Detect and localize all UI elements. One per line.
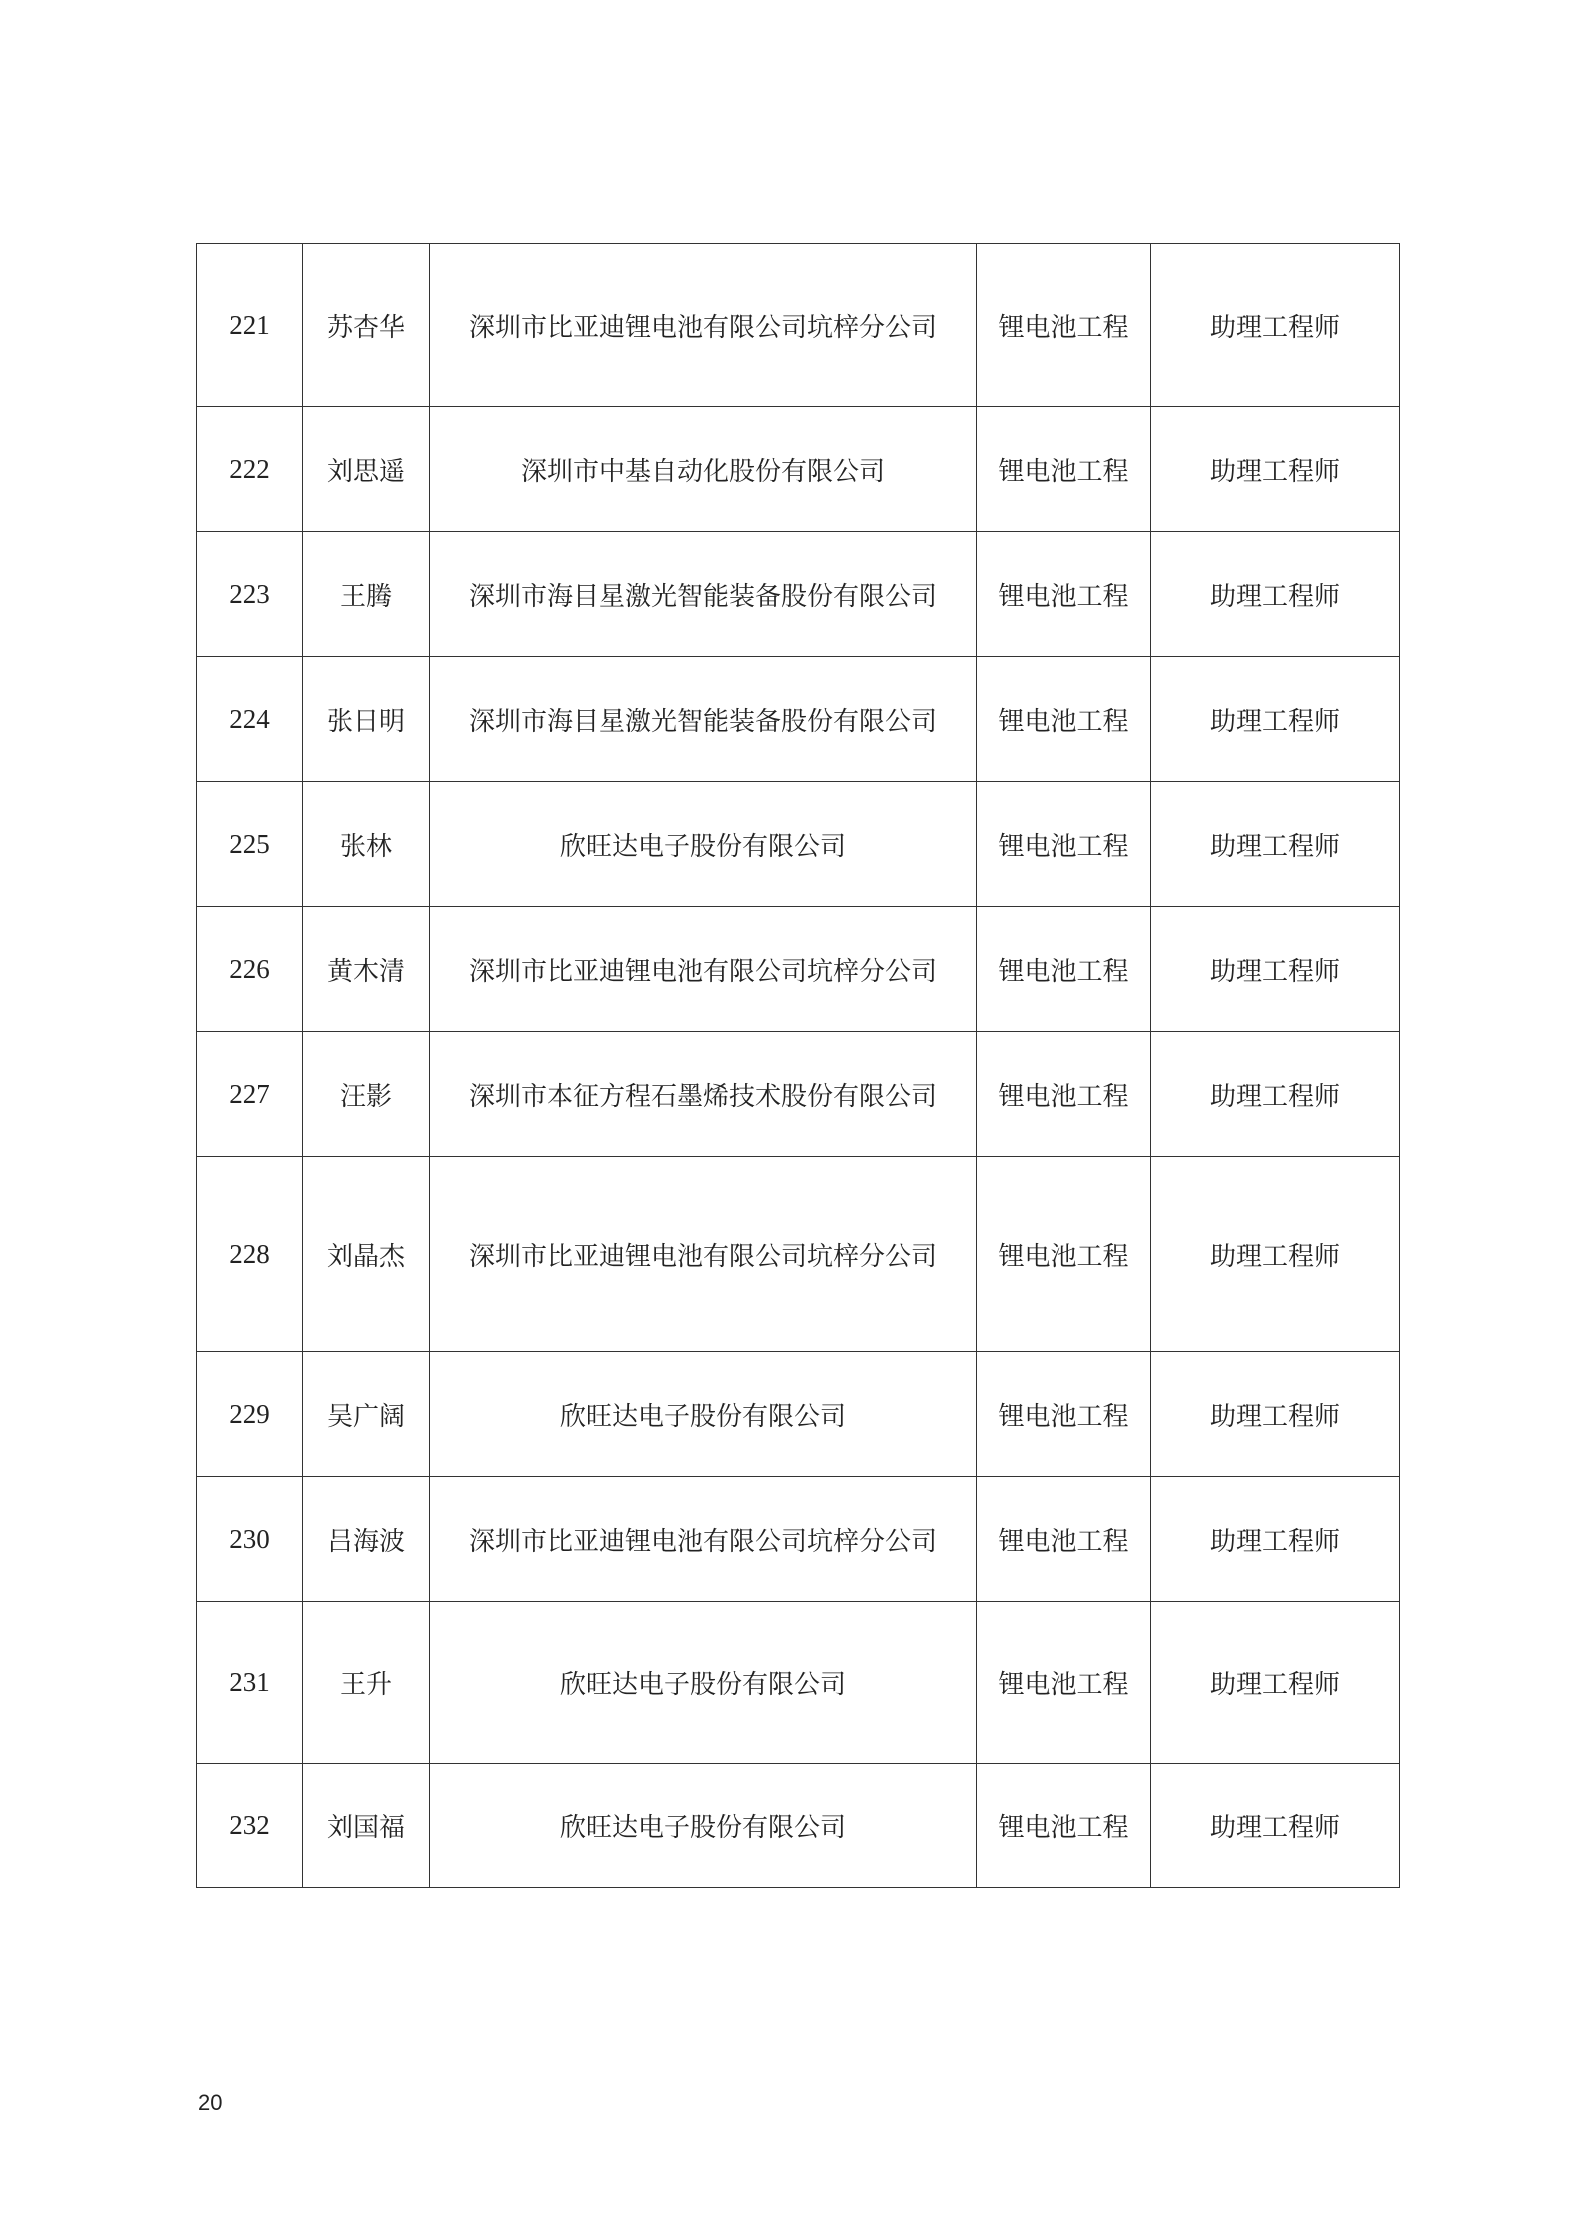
qualification-title: 助理工程师 — [1151, 532, 1400, 657]
qualification-title: 助理工程师 — [1151, 1352, 1400, 1477]
specialty: 锂电池工程 — [977, 1477, 1151, 1602]
person-name: 刘国福 — [303, 1764, 430, 1888]
table-row — [197, 782, 1400, 907]
qualification-title: 助理工程师 — [1151, 1157, 1400, 1352]
person-name: 刘晶杰 — [303, 1157, 430, 1352]
person-name: 张日明 — [303, 657, 430, 782]
specialty: 锂电池工程 — [977, 1352, 1151, 1477]
row-number: 228 — [197, 1157, 303, 1352]
table-row — [197, 1602, 1400, 1764]
company-name: 欣旺达电子股份有限公司 — [430, 782, 977, 907]
row-number: 223 — [197, 532, 303, 657]
specialty: 锂电池工程 — [977, 244, 1151, 407]
company-name: 欣旺达电子股份有限公司 — [430, 1352, 977, 1477]
table-row — [197, 407, 1400, 532]
company-name: 深圳市比亚迪锂电池有限公司坑梓分公司 — [430, 1157, 977, 1352]
table-row — [197, 1352, 1400, 1477]
specialty: 锂电池工程 — [977, 1602, 1151, 1764]
table-row — [197, 532, 1400, 657]
person-name: 张林 — [303, 782, 430, 907]
table-row — [197, 1157, 1400, 1352]
qualification-title: 助理工程师 — [1151, 782, 1400, 907]
row-number: 229 — [197, 1352, 303, 1477]
person-name: 汪影 — [303, 1032, 430, 1157]
person-name: 苏杏华 — [303, 244, 430, 407]
qualification-title: 助理工程师 — [1151, 1764, 1400, 1888]
qualification-title: 助理工程师 — [1151, 907, 1400, 1032]
qualification-title: 助理工程师 — [1151, 657, 1400, 782]
qualification-title: 助理工程师 — [1151, 1032, 1400, 1157]
table-row — [197, 907, 1400, 1032]
person-name: 刘思遥 — [303, 407, 430, 532]
company-name: 深圳市海目星激光智能装备股份有限公司 — [430, 657, 977, 782]
row-number: 222 — [197, 407, 303, 532]
person-name: 吴广阔 — [303, 1352, 430, 1477]
company-name: 深圳市本征方程石墨烯技术股份有限公司 — [430, 1032, 977, 1157]
specialty: 锂电池工程 — [977, 657, 1151, 782]
row-number: 224 — [197, 657, 303, 782]
row-number: 226 — [197, 907, 303, 1032]
company-name: 深圳市比亚迪锂电池有限公司坑梓分公司 — [430, 907, 977, 1032]
specialty: 锂电池工程 — [977, 1157, 1151, 1352]
specialty: 锂电池工程 — [977, 907, 1151, 1032]
table-row — [197, 1477, 1400, 1602]
qualification-title: 助理工程师 — [1151, 244, 1400, 407]
row-number: 227 — [197, 1032, 303, 1157]
specialty: 锂电池工程 — [977, 1764, 1151, 1888]
specialty: 锂电池工程 — [977, 782, 1151, 907]
company-name: 深圳市中基自动化股份有限公司 — [430, 407, 977, 532]
company-name: 深圳市比亚迪锂电池有限公司坑梓分公司 — [430, 1477, 977, 1602]
row-number: 231 — [197, 1602, 303, 1764]
person-name: 吕海波 — [303, 1477, 430, 1602]
qualification-title: 助理工程师 — [1151, 407, 1400, 532]
person-name: 黄木清 — [303, 907, 430, 1032]
company-name: 深圳市海目星激光智能装备股份有限公司 — [430, 532, 977, 657]
company-name: 深圳市比亚迪锂电池有限公司坑梓分公司 — [430, 244, 977, 407]
table-row — [197, 244, 1400, 407]
person-name: 王腾 — [303, 532, 430, 657]
company-name: 欣旺达电子股份有限公司 — [430, 1764, 977, 1888]
company-name: 欣旺达电子股份有限公司 — [430, 1602, 977, 1764]
specialty: 锂电池工程 — [977, 1032, 1151, 1157]
row-number: 225 — [197, 782, 303, 907]
qualification-title: 助理工程师 — [1151, 1477, 1400, 1602]
page-number: 20 — [198, 2090, 223, 2115]
table-row — [197, 1032, 1400, 1157]
row-number: 232 — [197, 1764, 303, 1888]
qualification-title: 助理工程师 — [1151, 1602, 1400, 1764]
specialty: 锂电池工程 — [977, 532, 1151, 657]
row-number: 221 — [197, 244, 303, 407]
table-row — [197, 1764, 1400, 1888]
specialty: 锂电池工程 — [977, 407, 1151, 532]
person-name: 王升 — [303, 1602, 430, 1764]
roster-table — [196, 243, 1400, 1888]
table-row — [197, 657, 1400, 782]
row-number: 230 — [197, 1477, 303, 1602]
